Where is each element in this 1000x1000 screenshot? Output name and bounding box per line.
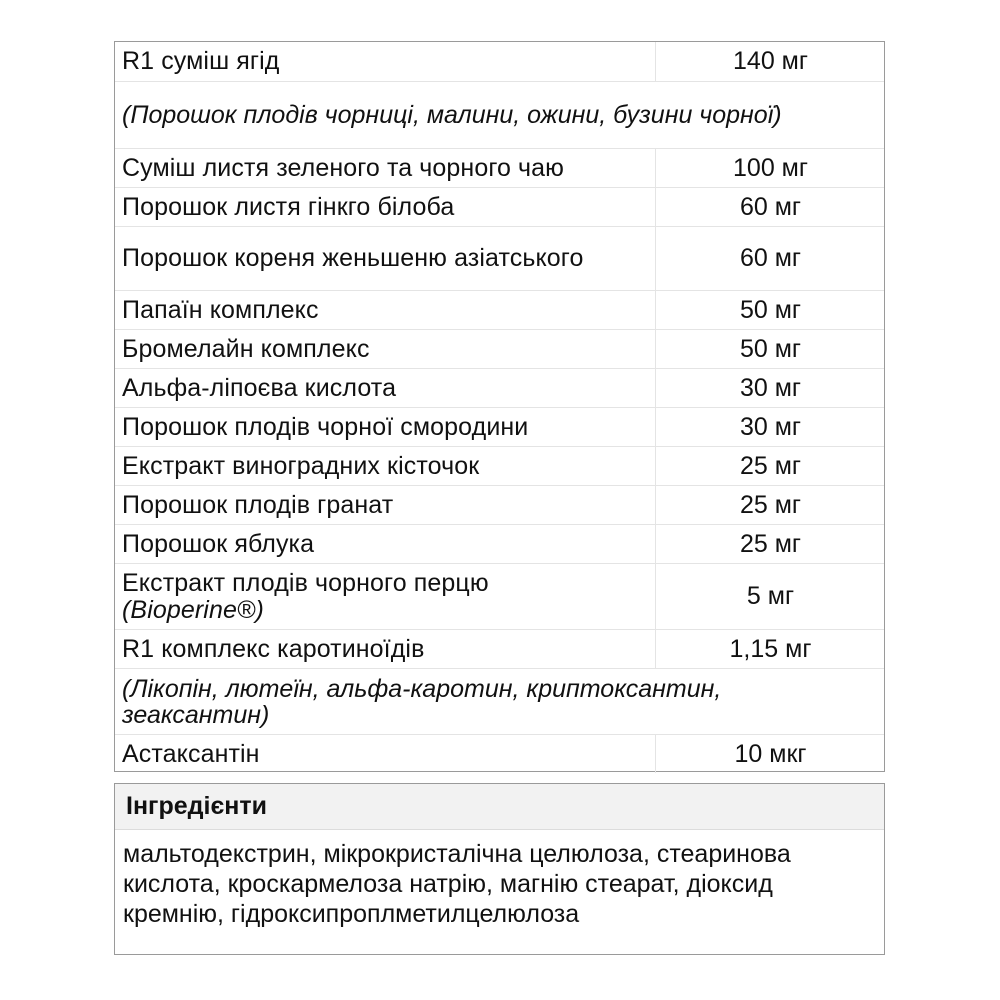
ingredient-amount: 50 мг: [655, 291, 885, 329]
ingredient-amount: 5 мг: [655, 564, 885, 629]
ingredient-name: [122, 486, 650, 524]
composition-row: [115, 149, 884, 188]
ingredient-amount: 25 мг: [655, 447, 885, 485]
ingredient-name-text: Екстракт виноградних кісточок: [122, 451, 480, 480]
ingredient-name-text: Порошок листя гінкго білоба: [122, 192, 455, 221]
composition-row: [115, 369, 884, 408]
ingredient-name: [122, 369, 650, 407]
composition-note: (Порошок плодів чорниці, малини, ожини, бузини чорної): [122, 101, 782, 129]
ingredient-name: [122, 227, 650, 290]
ingredient-name-sub: (Bioperine®): [122, 595, 264, 624]
ingredient-amount: 50 мг: [655, 330, 885, 368]
ingredient-amount: 60 мг: [655, 227, 885, 290]
ingredient-name: [122, 42, 650, 81]
composition-row: [115, 330, 884, 369]
composition-row: [115, 227, 884, 291]
ingredient-amount: 140 мг: [655, 42, 885, 81]
ingredient-name: [122, 564, 650, 629]
ingredients-title: Інгредієнти: [115, 784, 884, 830]
ingredient-name-text: Бромелайн комплекс: [122, 334, 370, 363]
ingredient-name-text: Папаїн комплекс: [122, 295, 319, 324]
ingredient-name: [122, 188, 650, 226]
ingredient-amount: 30 мг: [655, 408, 885, 446]
ingredient-amount: 30 мг: [655, 369, 885, 407]
ingredients-section: [114, 783, 885, 955]
composition-row: [115, 486, 884, 525]
ingredient-amount: 60 мг: [655, 188, 885, 226]
ingredient-name: [122, 149, 650, 187]
ingredient-amount: 25 мг: [655, 486, 885, 524]
ingredient-name: [122, 447, 650, 485]
ingredient-name-text: R1 суміш ягід: [122, 47, 280, 75]
ingredient-name: [122, 735, 650, 773]
composition-note: (Лікопін, лютеїн, альфа-каротин, криптоксантин, зеаксантин): [122, 674, 722, 729]
ingredient-name-text: Екстракт плодів чорного перцю: [122, 568, 489, 597]
composition-row: [115, 42, 884, 82]
ingredient-name-text: Альфа-ліпоєва кислота: [122, 373, 397, 402]
composition-row: [115, 447, 884, 486]
ingredient-name: [122, 630, 650, 668]
ingredient-amount: 10 мкг: [655, 735, 885, 773]
ingredient-name: [122, 291, 650, 329]
composition-row: [115, 291, 884, 330]
ingredient-name-text: Порошок кореня женьшеню азіатського: [122, 244, 584, 272]
composition-row: [115, 564, 884, 630]
ingredient-name: [122, 330, 650, 368]
composition-row: [115, 735, 884, 773]
composition-row: [115, 630, 884, 669]
ingredient-name-text: Порошок плодів чорної смородини: [122, 412, 529, 441]
ingredient-amount: 100 мг: [655, 149, 885, 187]
ingredient-name-text: Суміш листя зеленого та чорного чаю: [122, 153, 565, 182]
ingredient-amount: 1,15 мг: [655, 630, 885, 668]
ingredient-name-text: Порошок яблука: [122, 529, 315, 558]
composition-row: [115, 408, 884, 447]
composition-table: [114, 41, 885, 772]
composition-note-row: [115, 82, 884, 149]
composition-row: [115, 188, 884, 227]
ingredient-amount: 25 мг: [655, 525, 885, 563]
ingredient-name: [122, 408, 650, 446]
ingredient-name: [122, 525, 650, 563]
composition-row: [115, 525, 884, 564]
ingredient-name-text: Порошок плодів гранат: [122, 490, 394, 519]
ingredient-name-text: Астаксантін: [122, 739, 260, 768]
ingredient-name-text: R1 комплекс каротиноїдів: [122, 634, 425, 663]
composition-note-row: [115, 669, 884, 735]
ingredients-text: мальтодекстрин, мікрокристалічна целюлоза, стеаринова кислота, кроскармелоза натрію, магнію стеарат, діоксид кремнію, гідроксипроплметилцелюлоза: [123, 840, 791, 928]
